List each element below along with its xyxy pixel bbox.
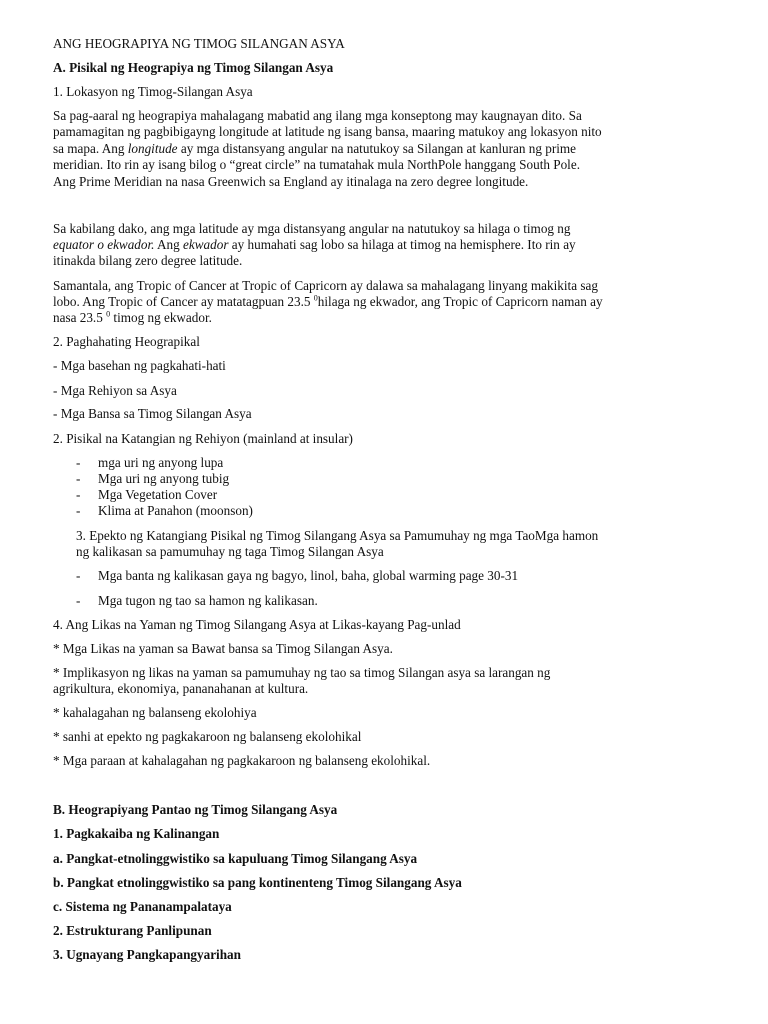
subsection-4-title: 4. Ang Likas na Yaman ng Timog Silangang Asya at Likas-kayang Pag-unlad	[53, 617, 461, 632]
list-item: * Mga paraan at kahalagahan ng pagkakaroon ng balanseng ekolohikal.	[53, 753, 431, 768]
subsection-3-title-cont: ng kalikasan sa pamumuhay ng taga Timog Silangan Asya	[76, 544, 384, 559]
paragraph-line	[53, 310, 693, 327]
text-run: Ang	[154, 237, 184, 252]
list-item: * Mga Likas na yaman sa Bawat bansa sa Timog Silangan Asya.	[53, 641, 393, 656]
paragraph-line	[53, 294, 693, 311]
text-run: hilaga ng ekwador, ang Tropic of Capricorn naman ay	[317, 294, 603, 309]
list-item-text: mga uri ng anyong lupa	[98, 455, 224, 470]
section-b-line: 2. Estrukturang Panlipunan	[53, 923, 212, 938]
list-item: - Mga basehan ng pagkahati-hati	[53, 358, 226, 373]
list-item-text: Mga tugon ng tao sa hamon ng kalikasan.	[98, 593, 318, 608]
subsection-2b-title: 2. Pisikal na Katangian ng Rehiyon (mainland at insular)	[53, 431, 353, 446]
document-title: ANG HEOGRAPIYA NG TIMOG SILANGAN ASYA	[53, 36, 345, 51]
degree-sup: 0	[313, 293, 318, 303]
section-b-line: c. Sistema ng Pananampalataya	[53, 899, 232, 914]
italic-term: longitude	[127, 141, 178, 156]
text-run: ay mga distansyang angular na natutukoy sa Silangan at kanluran ng prime	[177, 141, 576, 156]
paragraph-line: meridian. Ito rin ay isang bilog o “great circle” na tumatahak mula NorthPole hanggang South Pole.	[53, 157, 580, 172]
subsection-3-title: 3. Epekto ng Katangiang Pisikal ng Timog Silangang Asya sa Pamumuhay ng mga TaoMga hamon	[76, 528, 599, 543]
bullet-dash: -	[76, 471, 81, 486]
bullet-dash: -	[76, 568, 81, 583]
bullet-dash: -	[76, 455, 81, 470]
list-item-text: Mga banta ng kalikasan gaya ng bagyo, linol, baha, global warming page 30-31	[98, 568, 519, 583]
paragraph-line: itinakda bilang zero degree latitude.	[53, 253, 243, 268]
italic-term: equator o ekwador.	[53, 237, 155, 252]
paragraph-line: Sa pag-aaral ng heograpiya mahalagang mabatid ang ilang mga konseptong may kaugnayan dito. Sa	[53, 108, 582, 123]
section-a-heading: A. Pisikal ng Heograpiya ng Timog Silangan Asya	[53, 60, 334, 75]
bullet-dash: -	[76, 593, 81, 608]
list-item: * kahalagahan ng balanseng ekolohiya	[53, 705, 257, 720]
section-b-line: 1. Pagkakaiba ng Kalinangan	[53, 826, 220, 841]
section-b-line: a. Pangkat-etnolinggwistiko sa kapuluang Timog Silangang Asya	[53, 851, 418, 866]
list-item-text: Mga Vegetation Cover	[98, 487, 218, 502]
section-b-line: b. Pangkat etnolinggwistiko sa pang kontinenteng Timog Silangang Asya	[53, 875, 462, 890]
paragraph-line: Samantala, ang Tropic of Cancer at Tropic of Capricorn ay dalawa sa mahalagang linyang makikita sag	[53, 278, 598, 293]
list-item: * Implikasyon ng likas na yaman sa pamumuhay ng tao sa timog Silangan asya sa larangan ng	[53, 665, 551, 680]
list-item-text: Mga uri ng anyong tubig	[98, 471, 230, 486]
paragraph-line: Ang Prime Meridian na nasa Greenwich sa England ay itinalaga na zero degree longitude.	[53, 174, 529, 189]
section-b-heading: B. Heograpiyang Pantao ng Timog Silangang Asya	[53, 802, 338, 817]
list-item: - Mga Bansa sa Timog Silangan Asya	[53, 406, 252, 421]
list-item: - Mga Rehiyon sa Asya	[53, 383, 177, 398]
section-b-line: 3. Ugnayang Pangkapangyarihan	[53, 947, 241, 962]
text-run: nasa 23.5	[53, 310, 107, 325]
paragraph-line	[53, 237, 693, 254]
text-run: lobo. Ang Tropic of Cancer ay matatagpuan 23.5	[53, 294, 314, 309]
subsection-1-title: 1. Lokasyon ng Timog-Silangan Asya	[53, 84, 253, 99]
paragraph-line: Sa kabilang dako, ang mga latitude ay mga distansyang angular na natutukoy sa hilaga o timog ng	[53, 221, 571, 236]
italic-term: ekwador	[183, 237, 229, 252]
list-item-text: Klima at Panahon (moonson)	[98, 503, 253, 518]
degree-sup: 0	[106, 309, 111, 319]
subsection-2-title: 2. Paghahating Heograpikal	[53, 334, 200, 349]
list-item: * sanhi at epekto ng pagkakaroon ng balanseng ekolohikal	[53, 729, 362, 744]
bullet-dash: -	[76, 503, 81, 518]
paragraph-line	[53, 141, 693, 158]
list-item-cont: agrikultura, ekonomiya, pananahanan at kultura.	[53, 681, 309, 696]
paragraph-line: pamamagitan ng pagbibigayng longitude at latitude ng isang bansa, maaring matukoy ang lokasyon nito	[53, 124, 602, 139]
text-run: ay humahati sag lobo sa hilaga at timog na hemisphere. Ito rin ay	[228, 237, 576, 252]
text-run: timog ng ekwador.	[110, 310, 212, 325]
bullet-dash: -	[76, 487, 81, 502]
text-run: sa mapa. Ang	[53, 141, 128, 156]
